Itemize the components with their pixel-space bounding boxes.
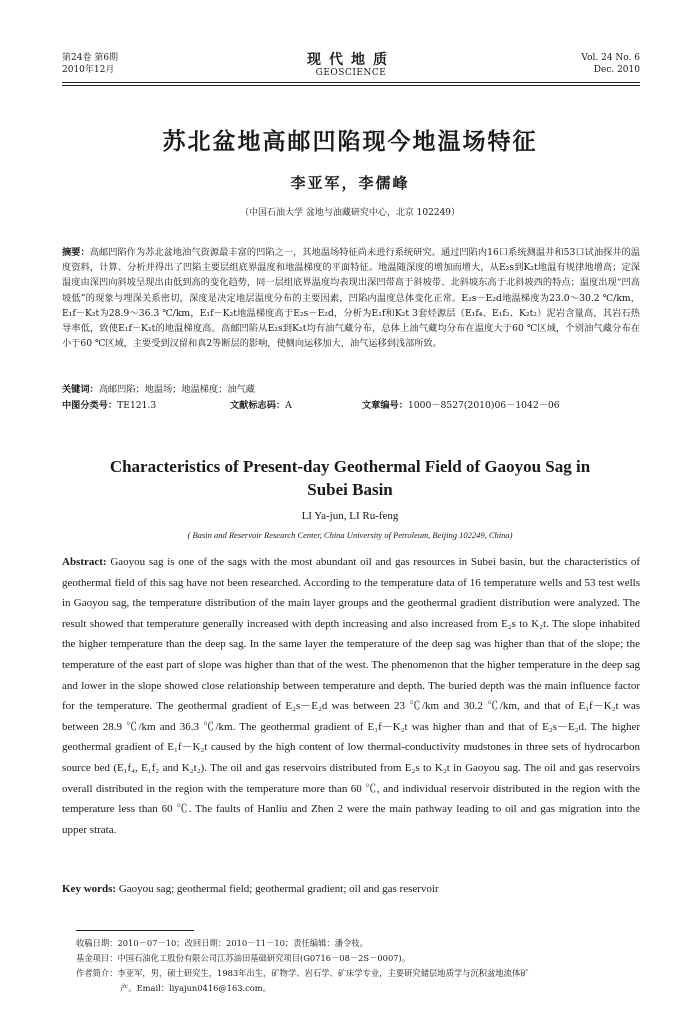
- authors-zh: 李亚军，李儒峰: [290, 174, 410, 192]
- affiliation-zh: （中国石油大学 盆地与油藏研究中心，北京 102249）: [239, 208, 461, 218]
- header-right: [581, 52, 640, 76]
- clc-block: [62, 398, 156, 413]
- abstract-zh-label: 摘要：: [62, 247, 90, 258]
- article-no-block: [362, 398, 560, 413]
- article-no-label: 文章编号：: [362, 400, 408, 411]
- journal-name-zh: 现代地质: [307, 52, 395, 68]
- footnote-rule: [76, 930, 194, 931]
- keywords-zh-text: 高邮凹陷；地温场；地温梯度；油气藏: [98, 384, 255, 395]
- authors-en: LI Ya-jun, LI Ru-feng: [301, 510, 399, 522]
- article-no-value: 1000－8527(2010)06－1042－06: [407, 400, 560, 411]
- volume-issue-en: Vol. 24 No. 6: [581, 53, 640, 63]
- clc-label: 中图分类号：: [62, 400, 118, 411]
- journal-header: [62, 52, 640, 82]
- date-en: Dec. 2010: [593, 65, 640, 75]
- abstract-en: [62, 552, 640, 840]
- abstract-zh-text: 高邮凹陷作为苏北盆地油气资源最丰富的凹陷之一，其地温场特征尚未进行系统研究。通过凹陷内16口系统测温井和53口试油探井的温度资料，计算、分析并得出了凹陷主要层组底界温度和地温梯度的平面特征。地温随深度的增加而增大，从E₂s到K₂t地温有规律地增高；定深温度由深凹向斜坡呈现出由低到高的变化趋势，同一层组底界温度均表现出深凹带高于斜坡带、北斜坡东高于北斜坡西的特点；温度出现“凹高坡低”的现象与埋深关系密切，深度是决定地层温度分布的主要因素，凹陷内温度总体变化正常。E₂s－E₂d地温梯度为23.0～30.2 ℃/km，E₁f－K₂t为28.9～36.3 ℃/km，E₁f－K₂t地温梯度高于E₂s－E₂d，分析为E₁f和K₂t 3套烃源层（E₁f₄、E₁f₂、K₂t₂）泥岩含量高，其岩石热导率低，致使E₁f－K₂t的地温梯度高。高邮凹陷从E₂s到K₂t均有油气藏分布，总体上油气藏均分布在温度大于60 ℃区域，个别油气藏分布在小于60 ℃区域，主要受到汉留和真2等断层的影响，使侧向运移加大，油气运移到浅部所致。: [62, 247, 640, 350]
- keywords-en: [62, 880, 640, 898]
- header-rule: [62, 82, 640, 86]
- abstract-en-label: Abstract:: [62, 556, 107, 568]
- keywords-en-text: Gaoyou sag; geothermal field; geothermal gradient; oil and gas reservoir: [118, 883, 439, 895]
- doc-code-block: [230, 398, 292, 413]
- date-zh: 2010年12月: [62, 65, 115, 75]
- doc-code-label: 文献标志码：: [230, 400, 286, 411]
- footnote-dates: 收稿日期：2010－07－10；改回日期：2010－11－10；责任编辑：潘令枝。: [76, 938, 368, 948]
- keywords-zh-label: 关键词：: [62, 384, 99, 395]
- abstract-zh: [62, 245, 640, 351]
- footnote-author-intro-2: 产。Email：liyajun0416@163.com。: [120, 983, 271, 993]
- header-center: [62, 52, 640, 79]
- title-en: Characteristics of Present-day Geothermal Field of Gaoyou Sag in Subei Basin: [109, 457, 591, 499]
- clc-value: TE121.3: [117, 400, 157, 411]
- affiliation-en: ( Basin and Reservoir Research Center, China University of Petroleum, Beijing 102249, China): [187, 530, 513, 540]
- abstract-en-text: Gaoyou sag is one of the sags with the most abundant oil and gas resources in Subei basin, but the characteristics of geothermal field of this sag have not been researched. According to the temperature data of 16 temperature wells and 53 test wells in Gaoyou sag, the temperature distribution of the main layer groups and the geothermal gradient distribution were analyzed. The result showed that temperature generally increased with depth increasing and also increased from E₂s to K₂t. The slope inhabited the higher temperature than the deep sag. In the same layer the temperature of the deep sag was higher than that of the slope; the temperature of the east part of slope was higher than that of the west. The phenomenon that the higher temperature in the deep sag and lower in the slope showed close relationship between temperature and depth. The buried depth was the main influence factor for the temperature. The geothermal gradient of E₂s－E₂d was between 23 ℃/km and 30.2 ℃/km, and that of E₁f－K₂t was between 28.9 ℃/km and 36.3 ℃/km. The geothermal gradient of E₁f－K₂t was higher than and that of E₂s－E₂d. The higher geothermal gradient of E₁f－K₂t caused by the high content of low thermal-conductivity mudstones in three sets of hydrocarbon source bed (E₁f₄, E₁f₂ and K₂t₂). The oil and gas reservoirs distributed from E₂s to K₂t in Gaoyou sag. The oil and gas reservoirs overall distributed in the region with the temperature more than 60 ℃, and individual reservoir distributed in the region with the temperature less than 60 ℃. The faults of Hanliu and Zhen 2 were the main pathway leading to oil and gas migration into the upper strata.: [62, 556, 640, 836]
- journal-name-en: GEOSCIENCE: [315, 68, 387, 78]
- footnote-fund: 基金项目：中国石油化工股份有限公司江苏油田基础研究项目(G0716－08－2S－0007)。: [76, 953, 411, 963]
- volume-issue-zh: 第24卷 第6期: [62, 53, 119, 63]
- footnote-author-intro-1: 作者简介：李亚军，男，硕士研究生，1983年出生，矿物学、岩石学、矿床学专业，主要研究储层地质学与沉积盆地流体矿: [76, 968, 529, 978]
- keywords-en-label: Key words:: [62, 883, 117, 895]
- footnotes: [76, 936, 636, 996]
- doc-code-value: A: [285, 400, 292, 411]
- title-zh: 苏北盆地高邮凹陷现今地温场特征: [162, 128, 538, 155]
- keywords-zh: [62, 382, 640, 397]
